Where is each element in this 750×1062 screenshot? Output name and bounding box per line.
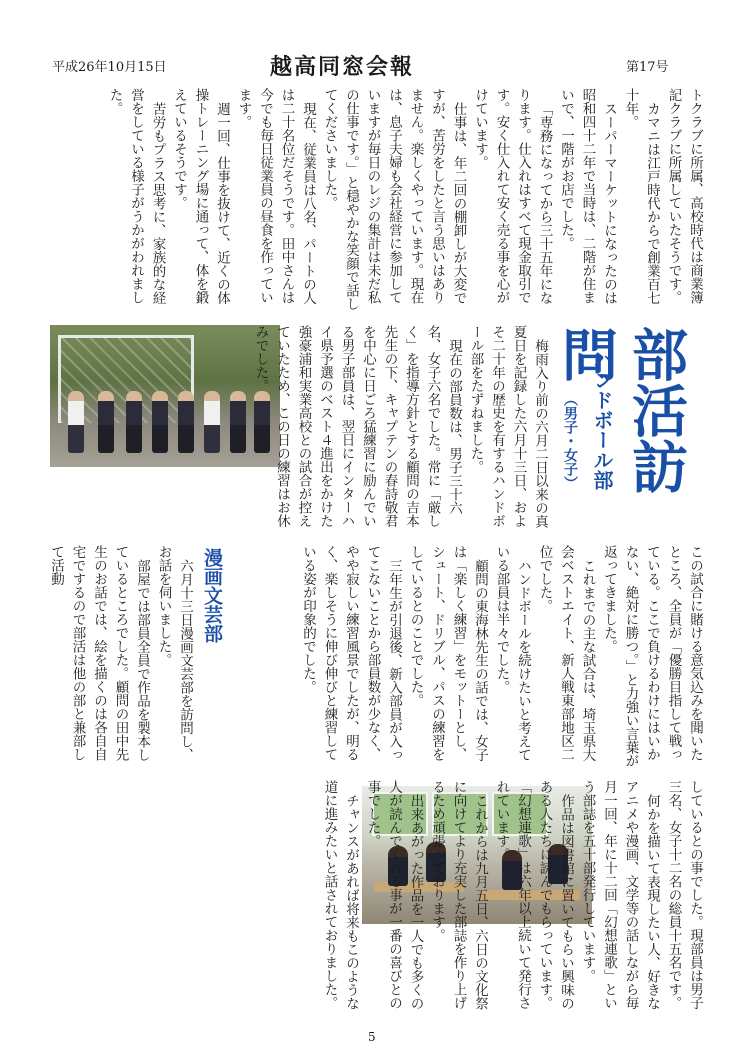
person-figure (98, 391, 114, 453)
person-figure (204, 391, 220, 453)
top-article (45, 88, 705, 312)
newsletter-masthead: 越高同窓会報 (270, 54, 415, 80)
handball-paragraph: 現在の部員数は、男子三十六名、女子六名でした。常に「厳しく」を指導方針とする顧問の吉本先生の下、キャプテンの春詩敬君を中心に日ごろ猛練習に励んでいる男子部員は、翌日にインターハイ県予選のベスト４進出をかけた強豪浦和実業高校との試合が控えていたため、この日の練習はお休みでした。 (252, 325, 462, 528)
issue-number: 第17号 (626, 60, 669, 75)
top-paragraph: 苦労もプラス思考に、家族的な経営をしている様子がうかがわれました。 (106, 88, 166, 304)
handball-paragraph: この試合に賭ける意気込みを聞いたところ、全員が「優勝目指して戦っている。ここで負けるわけにはいかない、絶対に勝つ。」と力強い言葉が返ってきました。 (601, 545, 703, 768)
manga-paragraph: 六月十三日漫画文芸部を訪問し、お話を伺いました。 (155, 545, 193, 761)
handball-paragraph: 顧問の東海林先生の話では、女子は「楽しく練習」をモットーとし、シュート、ドリブル、パスの練習をしているとのことでした。 (407, 545, 488, 761)
manga-paragraph: チャンスがあれば将来もこのような道に進みたいと話されておりました。 (321, 780, 359, 1010)
handball-team-photo (50, 325, 280, 467)
club-visit-title: 部活訪問 (553, 326, 688, 494)
manga-club-title: 漫画文芸部 (201, 548, 223, 643)
manga-paragraph: 作品は図書館に置いてもらい興味のある人たちに読んでもらっています。「幻想連歌」は六年以上続いて発行されています。 (493, 780, 574, 1010)
person-figure (230, 391, 246, 453)
manga-paragraph: これからは九月五日、六日の文化祭に向けてより充実した部誌を作り上げるため頑張っております。 (429, 780, 488, 1010)
top-paragraph: カマニは江戸時代からで創業百七十年。 (622, 88, 660, 304)
handball-paragraph: これまでの主な試合は、埼玉県大会ベストエイト、新人戦東部地区二位でした。 (536, 545, 596, 761)
top-paragraph: スーパーマーケットになったのは昭和四十二年で当時は、二階が住まいで、一階がお店でした。 (558, 88, 617, 304)
manga-paragraph: 何かを描いて表現したい人、好きなアニメや漫画、文学等の話しながら毎月一回、年に十二回「幻想連歌」という部誌を五十部発行しています。 (579, 780, 660, 1010)
manga-article-continued (45, 780, 705, 1020)
person-figure (126, 391, 142, 453)
handball-paragraph: ハンドボールを続けたいと考えている部員は半々でした。 (493, 545, 531, 761)
person-figure (68, 391, 84, 453)
handball-club-note: （男子・女子） (562, 392, 578, 490)
top-paragraph: 週一回、仕事を抜けて、近くの体操トレーニング場に通って、体を鍛えているそうです。 (171, 88, 230, 304)
manga-article-first (45, 545, 195, 770)
issue-date: 平成26年10月15日 (52, 60, 167, 75)
manga-paragraph: 出来あがった作品を一人でも多くの人が読んでくれる事が一番の喜びとの事でした。 (364, 780, 424, 1010)
handball-club-title: ハンドボール部 (590, 350, 614, 490)
handball-paragraph: 三年生が引退後、新入部員が入ってこないことから部員数が少なく、やや寂しい練習風景でしたが、明るく、楽しそうに伸び伸びと練習している姿が印象的でした。 (300, 545, 402, 761)
page-number: 5 (368, 1030, 376, 1044)
manga-paragraph: 部屋では部員全員で作品を製本しているところでした。顧問の田中先生のお話では、絵を描くのは各自自宅でするので部活は他の部と兼部して活動 (48, 545, 150, 761)
manga-paragraph: しているとの事でした。現部員は男子三名、女子十二名の総員十五名です。 (665, 780, 703, 1010)
top-paragraph: 現在、従業員は八名、パートの人は二十名位だそうです。田中さんは今でも毎日従業員の昼食を作っています。 (235, 88, 316, 304)
handball-paragraph: 梅雨入り前の六月二日以来の真夏日を記録した六月十三日、およそ二十年の歴史を有するハンドボール部をたずねました。 (467, 325, 548, 528)
person-figure (178, 391, 194, 453)
person-figure (152, 391, 168, 453)
top-paragraph: 「専務になってから三十五年になります。仕入れはすべて現金取引です。安く仕入れて安く売る事を心がけています。 (472, 88, 553, 304)
handball-article-continued (240, 545, 705, 770)
handball-article-main (252, 325, 550, 539)
top-paragraph: トクラブに所属、高校時代は商業簿記クラブに所属していたそうです。 (665, 88, 703, 304)
top-paragraph: 仕事は、年二回の棚卸しが大変ですが、苦労をしたと言う思いはありません。楽しくやっています。現在は、息子夫婦も会社経営に参加していますが毎日のレジの集計は未だ私の仕事です。」と穏やかな笑顔で話してくださいました。 (321, 88, 467, 311)
